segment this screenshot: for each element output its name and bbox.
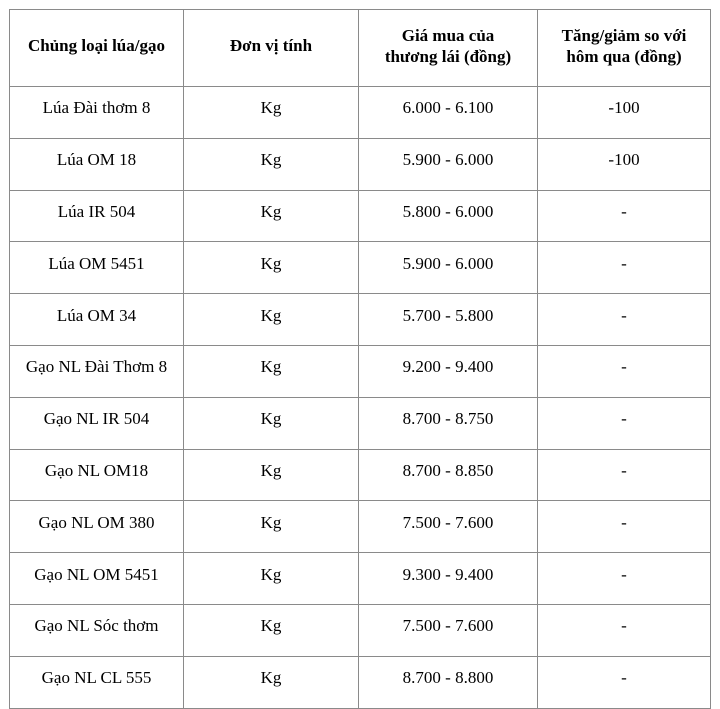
unit-cell: Kg [184,501,359,553]
change-cell: - [538,656,711,708]
header-price-line-1: Giá mua của [401,25,495,45]
table-row [10,242,711,294]
change-cell: - [538,501,711,553]
unit-cell: Kg [184,345,359,397]
table-row [10,345,711,397]
unit-cell: Kg [184,604,359,656]
change-cell: - [538,345,711,397]
variety-cell: Gạo NL CL 555 [10,656,184,708]
table-row [10,449,711,501]
header-row [10,10,711,87]
variety-cell: Lúa IR 504 [10,190,184,242]
table-header [10,10,711,87]
table-row [10,604,711,656]
unit-cell: Kg [184,138,359,190]
variety-cell: Gạo NL IR 504 [10,397,184,449]
header-variety [10,10,184,87]
table-row [10,87,711,139]
variety-cell: Gạo NL Sóc thơm [10,604,184,656]
header-change-line-2: hôm qua (đồng) [566,46,682,66]
change-cell: - [538,553,711,605]
table-row [10,553,711,605]
change-cell: - [538,604,711,656]
unit-cell: Kg [184,553,359,605]
unit-cell: Kg [184,242,359,294]
variety-cell: Gạo NL OM18 [10,449,184,501]
table-row [10,294,711,346]
header-price-line-2: thương lái (đồng) [384,46,512,66]
price-cell: 5.800 - 6.000 [359,190,538,242]
table-row [10,138,711,190]
table-row [10,190,711,242]
price-cell: 7.500 - 7.600 [359,501,538,553]
header-unit [184,10,359,87]
price-cell: 5.700 - 5.800 [359,294,538,346]
table-row [10,656,711,708]
change-cell: - [538,190,711,242]
change-cell: -100 [538,138,711,190]
unit-cell: Kg [184,449,359,501]
change-cell: - [538,397,711,449]
price-cell: 8.700 - 8.800 [359,656,538,708]
header-unit-label: Đơn vị tính [229,36,313,55]
unit-cell: Kg [184,656,359,708]
header-change [538,10,711,87]
change-cell: - [538,242,711,294]
price-cell: 8.700 - 8.850 [359,449,538,501]
price-cell: 5.900 - 6.000 [359,242,538,294]
price-cell: 9.300 - 9.400 [359,553,538,605]
variety-cell: Lúa OM 34 [10,294,184,346]
variety-cell: Gạo NL OM 380 [10,501,184,553]
table-row [10,501,711,553]
variety-cell: Lúa Đài thơm 8 [10,87,184,139]
unit-cell: Kg [184,397,359,449]
header-variety-label: Chủng loại lúa/gạo [28,36,165,55]
price-cell: 5.900 - 6.000 [359,138,538,190]
table-row [10,397,711,449]
variety-cell: Lúa OM 18 [10,138,184,190]
unit-cell: Kg [184,87,359,139]
header-change-line-1: Tăng/giảm so với [561,25,687,45]
variety-cell: Gạo NL OM 5451 [10,553,184,605]
price-cell: 7.500 - 7.600 [359,604,538,656]
price-cell: 8.700 - 8.750 [359,397,538,449]
header-price [359,10,538,87]
variety-cell: Lúa OM 5451 [10,242,184,294]
unit-cell: Kg [184,190,359,242]
change-cell: - [538,294,711,346]
rice-price-table [9,9,711,709]
price-cell: 9.200 - 9.400 [359,345,538,397]
table-body [10,87,711,709]
price-cell: 6.000 - 6.100 [359,87,538,139]
unit-cell: Kg [184,294,359,346]
variety-cell: Gạo NL Đài Thơm 8 [10,345,184,397]
change-cell: - [538,449,711,501]
change-cell: -100 [538,87,711,139]
